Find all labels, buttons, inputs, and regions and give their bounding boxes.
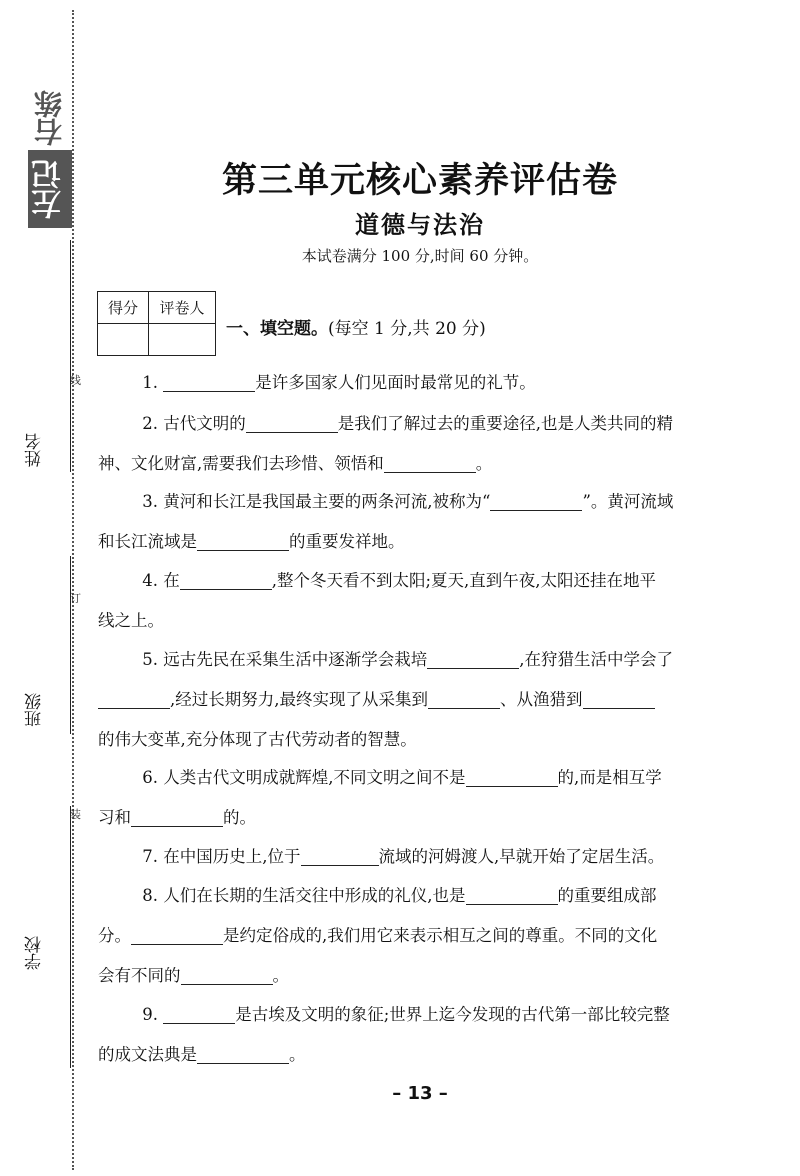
- answer-blank[interactable]: [163, 371, 255, 392]
- question-text: 是古埃及文明的象征;世界上迄今发现的古代第一部比较完整: [235, 1005, 670, 1024]
- binding-mark-ding: 订: [70, 592, 81, 605]
- grader-header: 评卷人: [149, 292, 216, 324]
- answer-blank[interactable]: [427, 648, 519, 669]
- question-9: [98, 995, 742, 1075]
- question-text: 的重要组成部: [557, 886, 657, 905]
- question-4: [98, 561, 742, 641]
- question-text: 的伟大变革,充分体现了古代劳动者的智慧。: [98, 730, 417, 749]
- question-text: 在中国历史上,位于: [163, 847, 301, 866]
- question-number: 3.: [142, 492, 158, 511]
- answer-blank[interactable]: [163, 1003, 235, 1024]
- question-text: 线之上。: [98, 611, 164, 630]
- page-subtitle: 道德与法治: [355, 211, 485, 239]
- question-8: [98, 876, 742, 996]
- question-text: 分。: [98, 926, 131, 945]
- score-header: 得分: [98, 292, 149, 324]
- answer-blank[interactable]: [490, 490, 582, 511]
- question-text: 习和: [98, 808, 131, 827]
- name-line[interactable]: [70, 240, 71, 472]
- question-text: 远古先民在采集生活中逐渐学会栽培: [163, 650, 428, 669]
- question-2: [98, 404, 742, 484]
- question-text: 的。: [223, 808, 256, 827]
- answer-blank[interactable]: [131, 924, 223, 945]
- question-text: 会有不同的: [98, 966, 181, 985]
- question-number: 4.: [142, 571, 158, 590]
- answer-blank[interactable]: [301, 845, 379, 866]
- question-text: 黄河和长江是我国最主要的两条河流,被称为“: [163, 492, 491, 511]
- question-text: 和长江流域是: [98, 532, 197, 551]
- question-text: 流域的河姆渡人,早就开始了定居生活。: [378, 847, 665, 866]
- question-5: [98, 640, 742, 760]
- question-1: [98, 363, 742, 403]
- question-text: ”。黄河流域: [582, 492, 674, 511]
- answer-blank[interactable]: [466, 884, 558, 905]
- class-label: 班级: [25, 693, 45, 727]
- question-text: 是许多国家人们见面时最常见的礼节。: [255, 373, 536, 392]
- section-heading: [226, 314, 486, 339]
- school-label: 学校: [25, 936, 45, 970]
- question-text: 、从渔猎到: [500, 690, 583, 709]
- grader-cell[interactable]: [149, 324, 216, 356]
- score-cell[interactable]: [98, 324, 149, 356]
- answer-blank[interactable]: [98, 688, 170, 709]
- page-title: 第三单元核心素养评估卷: [221, 161, 618, 201]
- question-number: 6.: [142, 768, 158, 787]
- brand-logo: [28, 88, 72, 228]
- answer-blank[interactable]: [466, 766, 558, 787]
- answer-blank[interactable]: [197, 1043, 289, 1064]
- school-line[interactable]: [70, 806, 71, 1068]
- brand-right-text: 右练: [33, 90, 66, 146]
- exam-note: 本试卷满分 100 分,时间 60 分钟。: [301, 247, 539, 265]
- section-title: 一、填空题。: [226, 319, 328, 339]
- question-7: [98, 837, 742, 877]
- question-number: 5.: [142, 650, 158, 669]
- answer-blank[interactable]: [131, 806, 223, 827]
- question-number: 8.: [142, 886, 158, 905]
- question-text: 。: [475, 454, 493, 473]
- question-6: [98, 758, 742, 838]
- question-text: 是约定俗成的,我们用它来表示相互之间的尊重。不同的文化: [223, 926, 658, 945]
- question-3: [98, 482, 742, 562]
- question-text: 的重要发祥地。: [289, 532, 405, 551]
- answer-blank[interactable]: [197, 530, 289, 551]
- question-text: 是我们了解过去的重要途径,也是人类共同的精: [337, 414, 673, 433]
- class-line[interactable]: [70, 556, 71, 734]
- page-number: – 13 –: [392, 1083, 448, 1104]
- question-number: 2.: [142, 414, 158, 433]
- question-text: 。: [289, 1045, 306, 1064]
- score-table: [97, 291, 216, 356]
- question-text: 在: [163, 571, 180, 590]
- brand-left-text: 左记: [32, 159, 67, 219]
- question-number: 7.: [142, 847, 158, 866]
- answer-blank[interactable]: [384, 452, 476, 473]
- answer-blank[interactable]: [428, 688, 500, 709]
- question-text: 的,而是相互学: [557, 768, 662, 787]
- question-text: 人类古代文明成就辉煌,不同文明之间不是: [163, 768, 466, 787]
- question-text: ,在狩猎生活中学会了: [519, 650, 673, 669]
- binding-mark-zhuang: 装: [70, 808, 81, 821]
- section-note: (每空 1 分,共 20 分): [328, 319, 486, 339]
- question-number: 1.: [142, 373, 158, 392]
- question-number: 9.: [142, 1005, 158, 1024]
- binding-mark-xian: 线: [70, 374, 81, 387]
- answer-blank[interactable]: [246, 412, 338, 433]
- question-text: 。: [272, 966, 289, 985]
- answer-blank[interactable]: [180, 569, 272, 590]
- question-text: 的成文法典是: [98, 1045, 197, 1064]
- answer-blank[interactable]: [181, 964, 273, 985]
- name-label: 姓名: [25, 433, 45, 467]
- question-text: ,经过长期努力,最终实现了从采集到: [170, 690, 428, 709]
- question-text: 人们在长期的生活交往中形成的礼仪,也是: [163, 886, 466, 905]
- answer-blank[interactable]: [583, 688, 655, 709]
- question-text: 神、文化财富,需要我们去珍惜、领悟和: [98, 454, 384, 473]
- question-text: ,整个冬天看不到太阳;夏天,直到午夜,太阳还挂在地平: [271, 571, 657, 590]
- question-text: 古代文明的: [163, 414, 246, 433]
